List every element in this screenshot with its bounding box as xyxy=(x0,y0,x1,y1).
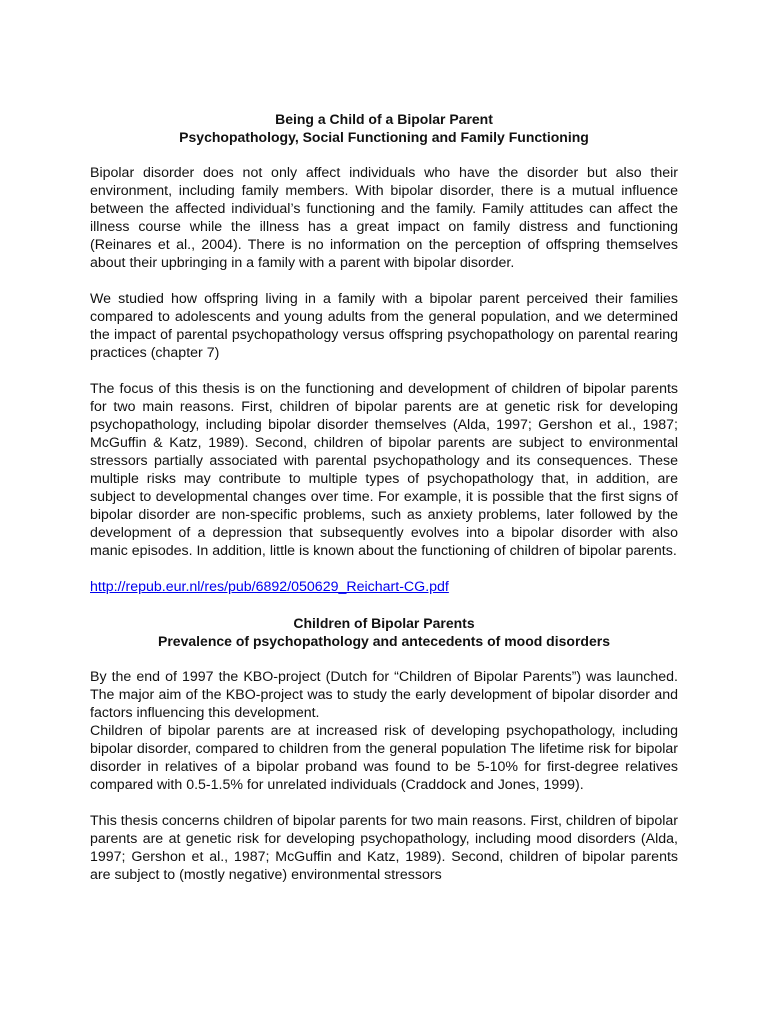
section-subtitle: Psychopathology, Social Functioning and Family Functioning xyxy=(179,129,589,145)
section-subtitle: Prevalence of psychopathology and antecedents of mood disorders xyxy=(158,633,610,649)
paragraph: This thesis concerns children of bipolar parents for two main reasons. First, children of bipolar parents are at genetic risk for developing psychopathology, including mood disorders (Alda, 1997; Gershon et al., 1987; McGuffin and Katz, 1989). Second, children of bipolar parents are subject to (mostly negative) environmental stressors xyxy=(90,813,678,883)
paragraph: The focus of this thesis is on the functioning and development of children of bipolar parents for two main reasons. First, children of bipolar parents are at genetic risk for developing psychopathology, including bipolar disorder themselves (Alda, 1997; Gershon et al., 1987; McGuffin & Katz, 1989). Second, children of bipolar parents are subject to environmental stressors partially associated with parental psychopathology and its consequences. These multiple risks may contribute to multiple types of psychopathology that, in addition, are subject to developmental changes over time. For example, it is possible that the first signs of bipolar disorder are non-specific problems, such as anxiety problems, later followed by the development of a depression that subsequently evolves into a bipolar disorder with also manic episodes. In addition, little is known about the functioning of children of bipolar parents. xyxy=(90,381,678,559)
source-link[interactable]: http://repub.eur.nl/res/pub/6892/050629_Reichart-CG.pdf xyxy=(90,579,449,595)
document-body xyxy=(90,110,678,902)
paragraph: Bipolar disorder does not only affect individuals who have the disorder but also their environment, including family members. With bipolar disorder, there is a mutual influence between the affected individual’s functioning and the family. Family attitudes can affect the illness course while the illness has a great impact on family distress and functioning (Reinares et al., 2004). There is no information on the perception of offspring themselves about their upbringing in a family with a parent with bipolar disorder. xyxy=(90,165,678,271)
paragraph: Children of bipolar parents are at increased risk of developing psychopathology, including bipolar disorder, compared to children from the general population The lifetime risk for bipolar disorder in relatives of a bipolar proband was found to be 5-10% for first-degree relatives compared with 0.5-1.5% for unrelated individuals (Craddock and Jones, 1999). xyxy=(90,723,678,793)
paragraph: We studied how offspring living in a family with a bipolar parent perceived their families compared to adolescents and young adults from the general population, and we determined the impact of parental psychopathology versus offspring psychopathology on parental rearing practices (chapter 7) xyxy=(90,291,678,361)
section-heading xyxy=(90,614,678,650)
section-heading xyxy=(90,110,678,146)
section-title: Children of Bipolar Parents xyxy=(293,615,475,631)
section-title: Being a Child of a Bipolar Parent xyxy=(275,111,493,127)
paragraph: By the end of 1997 the KBO-project (Dutch for “Children of Bipolar Parents”) was launched. The major aim of the KBO-project was to study the early development of bipolar disorder and factors influencing this development. xyxy=(90,669,678,721)
source-link-line xyxy=(90,578,678,596)
